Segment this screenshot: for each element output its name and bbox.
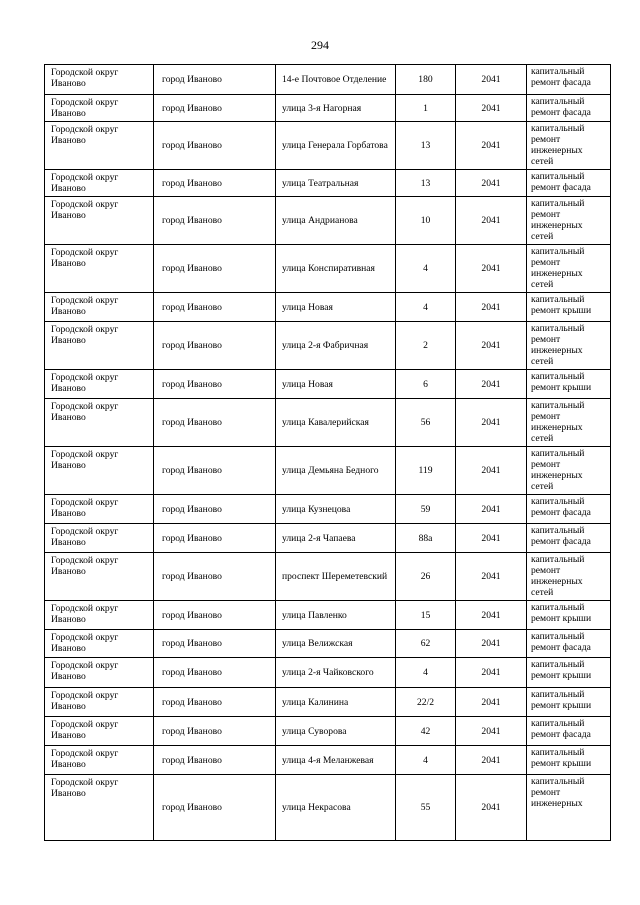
city-cell: город Иваново	[154, 197, 276, 245]
table-row	[45, 601, 611, 630]
house-number-cell: 4	[396, 658, 456, 688]
house-number-cell: 62	[396, 630, 456, 658]
street-cell: улица 3-я Нагорная	[276, 95, 396, 122]
house-number-cell: 4	[396, 293, 456, 322]
year-cell: 2041	[456, 746, 527, 775]
year-cell: 2041	[456, 293, 527, 322]
street-cell: улица Кавалерийская	[276, 399, 396, 447]
house-number-cell: 6	[396, 370, 456, 399]
city-cell: город Иваново	[154, 65, 276, 95]
city-cell: город Иваново	[154, 322, 276, 370]
work-type-cell: капитальный ремонт фасада	[527, 170, 611, 197]
street-cell: улица Новая	[276, 293, 396, 322]
municipality-cell: Городской округ Иваново	[45, 447, 154, 495]
city-cell: город Иваново	[154, 245, 276, 293]
street-cell: улица Андрианова	[276, 197, 396, 245]
street-cell: 14-е Почтовое Отделение	[276, 65, 396, 95]
house-number-cell: 13	[396, 122, 456, 170]
house-number-cell: 13	[396, 170, 456, 197]
table-row	[45, 447, 611, 495]
house-number-cell: 26	[396, 553, 456, 601]
year-cell: 2041	[456, 197, 527, 245]
work-type-cell: капитальный ремонт фасада	[527, 524, 611, 553]
table-row	[45, 658, 611, 688]
year-cell: 2041	[456, 170, 527, 197]
work-type-cell: капитальный ремонт инженерных сетей	[527, 553, 611, 601]
municipality-cell: Городской округ Иваново	[45, 717, 154, 746]
street-cell: улица 4-я Меланжевая	[276, 746, 396, 775]
work-type-cell: капитальный ремонт фасада	[527, 95, 611, 122]
municipality-cell: Городской округ Иваново	[45, 495, 154, 524]
year-cell: 2041	[456, 122, 527, 170]
year-cell: 2041	[456, 370, 527, 399]
city-cell: город Иваново	[154, 553, 276, 601]
municipality-cell: Городской округ Иваново	[45, 322, 154, 370]
table-row	[45, 399, 611, 447]
house-number-cell: 4	[396, 245, 456, 293]
street-cell: улица Павленко	[276, 601, 396, 630]
table-row	[45, 370, 611, 399]
municipality-cell: Городской округ Иваново	[45, 688, 154, 717]
house-number-cell: 119	[396, 447, 456, 495]
year-cell: 2041	[456, 245, 527, 293]
table-row	[45, 293, 611, 322]
city-cell: город Иваново	[154, 447, 276, 495]
work-type-cell: капитальный ремонт инженерных сетей	[527, 245, 611, 293]
year-cell: 2041	[456, 717, 527, 746]
work-type-cell: капитальный ремонт инженерных сетей	[527, 197, 611, 245]
house-number-cell: 180	[396, 65, 456, 95]
house-number-cell: 22/2	[396, 688, 456, 717]
municipality-cell: Городской округ Иваново	[45, 245, 154, 293]
municipality-cell: Городской округ Иваново	[45, 170, 154, 197]
municipality-cell: Городской округ Иваново	[45, 197, 154, 245]
year-cell: 2041	[456, 524, 527, 553]
year-cell: 2041	[456, 95, 527, 122]
table-row	[45, 524, 611, 553]
municipality-cell: Городской округ Иваново	[45, 658, 154, 688]
city-cell: город Иваново	[154, 717, 276, 746]
house-number-cell: 56	[396, 399, 456, 447]
work-type-cell: капитальный ремонт крыши	[527, 746, 611, 775]
city-cell: город Иваново	[154, 746, 276, 775]
city-cell: город Иваново	[154, 524, 276, 553]
year-cell: 2041	[456, 65, 527, 95]
street-cell: улица 2-я Чапаева	[276, 524, 396, 553]
table-row	[45, 630, 611, 658]
municipality-cell: Городской округ Иваново	[45, 553, 154, 601]
table-row	[45, 245, 611, 293]
table-row	[45, 775, 611, 841]
city-cell: город Иваново	[154, 170, 276, 197]
work-type-cell: капитальный ремонт крыши	[527, 293, 611, 322]
repair-schedule-table	[44, 64, 611, 841]
year-cell: 2041	[456, 447, 527, 495]
street-cell: улица Кузнецова	[276, 495, 396, 524]
year-cell: 2041	[456, 630, 527, 658]
street-cell: улица Демьяна Бедного	[276, 447, 396, 495]
city-cell: город Иваново	[154, 658, 276, 688]
city-cell: город Иваново	[154, 601, 276, 630]
street-cell: улица Некрасова	[276, 775, 396, 841]
house-number-cell: 2	[396, 322, 456, 370]
municipality-cell: Городской округ Иваново	[45, 122, 154, 170]
work-type-cell: капитальный ремонт инженерных	[527, 775, 611, 841]
street-cell: улица Генерала Горбатова	[276, 122, 396, 170]
city-cell: город Иваново	[154, 688, 276, 717]
page-number: 294	[311, 38, 329, 52]
house-number-cell: 55	[396, 775, 456, 841]
house-number-cell: 4	[396, 746, 456, 775]
house-number-cell: 59	[396, 495, 456, 524]
table-body	[45, 65, 611, 841]
year-cell: 2041	[456, 601, 527, 630]
house-number-cell: 15	[396, 601, 456, 630]
municipality-cell: Городской округ Иваново	[45, 95, 154, 122]
municipality-cell: Городской округ Иваново	[45, 293, 154, 322]
work-type-cell: капитальный ремонт фасада	[527, 495, 611, 524]
table-row	[45, 688, 611, 717]
year-cell: 2041	[456, 399, 527, 447]
house-number-cell: 42	[396, 717, 456, 746]
municipality-cell: Городской округ Иваново	[45, 630, 154, 658]
house-number-cell: 1	[396, 95, 456, 122]
city-cell: город Иваново	[154, 399, 276, 447]
work-type-cell: капитальный ремонт фасада	[527, 630, 611, 658]
street-cell: улица Конспиративная	[276, 245, 396, 293]
work-type-cell: капитальный ремонт инженерных сетей	[527, 399, 611, 447]
street-cell: улица Калинина	[276, 688, 396, 717]
table-row	[45, 95, 611, 122]
city-cell: город Иваново	[154, 293, 276, 322]
municipality-cell: Городской округ Иваново	[45, 775, 154, 841]
street-cell: улица Новая	[276, 370, 396, 399]
year-cell: 2041	[456, 553, 527, 601]
city-cell: город Иваново	[154, 370, 276, 399]
work-type-cell: капитальный ремонт крыши	[527, 658, 611, 688]
street-cell: улица 2-я Фабричная	[276, 322, 396, 370]
municipality-cell: Городской округ Иваново	[45, 65, 154, 95]
table-row	[45, 495, 611, 524]
municipality-cell: Городской округ Иваново	[45, 746, 154, 775]
work-type-cell: капитальный ремонт крыши	[527, 601, 611, 630]
table-row	[45, 170, 611, 197]
street-cell: улица Театральная	[276, 170, 396, 197]
city-cell: город Иваново	[154, 122, 276, 170]
work-type-cell: капитальный ремонт инженерных сетей	[527, 322, 611, 370]
street-cell: улица 2-я Чайковского	[276, 658, 396, 688]
work-type-cell: капитальный ремонт крыши	[527, 688, 611, 717]
street-cell: улица Велижская	[276, 630, 396, 658]
table-row	[45, 197, 611, 245]
municipality-cell: Городской округ Иваново	[45, 524, 154, 553]
city-cell: город Иваново	[154, 95, 276, 122]
work-type-cell: капитальный ремонт инженерных сетей	[527, 447, 611, 495]
year-cell: 2041	[456, 495, 527, 524]
table-row	[45, 553, 611, 601]
house-number-cell: 10	[396, 197, 456, 245]
work-type-cell: капитальный ремонт фасада	[527, 717, 611, 746]
work-type-cell: капитальный ремонт инженерных сетей	[527, 122, 611, 170]
year-cell: 2041	[456, 658, 527, 688]
year-cell: 2041	[456, 775, 527, 841]
table-row	[45, 717, 611, 746]
work-type-cell: капитальный ремонт крыши	[527, 370, 611, 399]
municipality-cell: Городской округ Иваново	[45, 601, 154, 630]
house-number-cell: 88а	[396, 524, 456, 553]
year-cell: 2041	[456, 688, 527, 717]
city-cell: город Иваново	[154, 630, 276, 658]
table-row	[45, 122, 611, 170]
municipality-cell: Городской округ Иваново	[45, 370, 154, 399]
table-row	[45, 322, 611, 370]
year-cell: 2041	[456, 322, 527, 370]
table-row	[45, 746, 611, 775]
city-cell: город Иваново	[154, 775, 276, 841]
work-type-cell: капитальный ремонт фасада	[527, 65, 611, 95]
municipality-cell: Городской округ Иваново	[45, 399, 154, 447]
city-cell: город Иваново	[154, 495, 276, 524]
street-cell: проспект Шереметевский	[276, 553, 396, 601]
table-row	[45, 65, 611, 95]
street-cell: улица Суворова	[276, 717, 396, 746]
